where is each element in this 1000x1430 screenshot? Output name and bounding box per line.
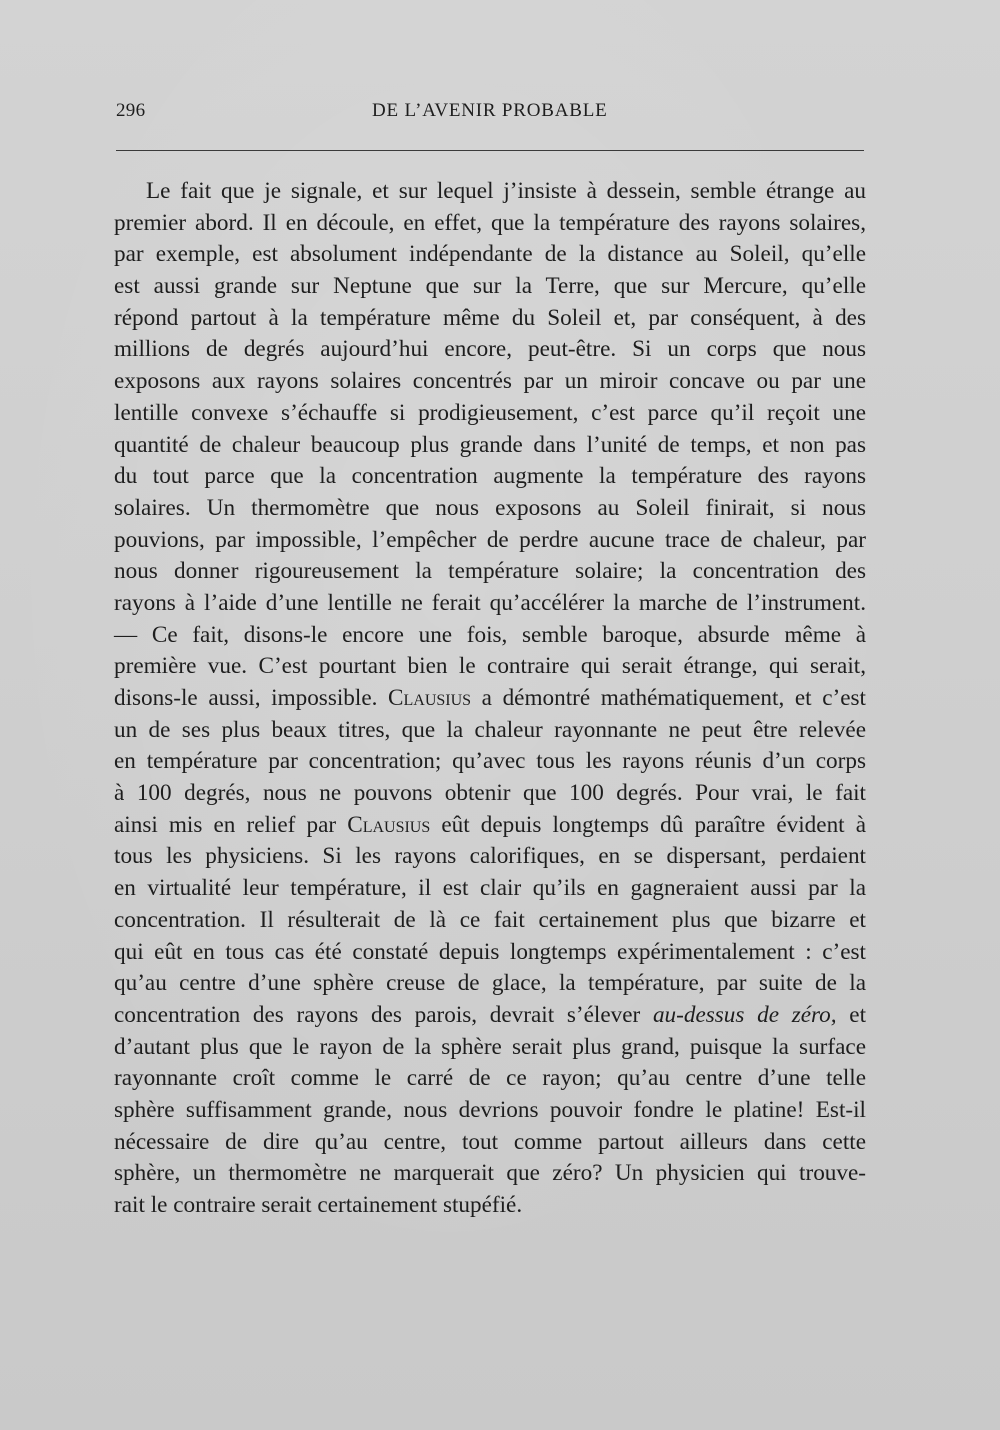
text-run: en température par concentration; qu’avec tous les rayons réunis d’un corps [114, 748, 866, 775]
text-line [114, 366, 866, 398]
text-run: ainsi mis en relief par [114, 811, 348, 838]
text-run: eût depuis longtemps dû paraître évident à [430, 811, 866, 838]
text-line [114, 651, 866, 683]
text-run: pouvions, par impossible, l’empêcher de perdre aucune trace de chaleur, par [114, 526, 866, 553]
text-line [114, 746, 866, 778]
text-run: disons-le aussi, impossible. [114, 685, 389, 711]
text-run: est aussi grande sur Neptune que sur la Terre, que sur Mercure, qu’elle [114, 273, 866, 300]
text-run: exposons aux rayons solaires concentrés par un miroir concave ou par une [114, 368, 866, 395]
running-head [116, 100, 864, 130]
text-line [114, 239, 866, 271]
text-run: qui eût en tous cas été constaté depuis longtemps expérimentalement : c’est [114, 938, 866, 965]
text-run: première vue. C’est pourtant bien le contraire qui serait étrange, qui serait, [114, 653, 866, 680]
text-run: sphère suffisamment grande, nous devrions pouvoir fondre le platine! Est-il [114, 1096, 866, 1123]
text-line [114, 968, 866, 1000]
text-line [114, 1032, 866, 1064]
text-run: qu’au centre d’une sphère creuse de glace, la température, par suite de la [114, 970, 866, 997]
text-run: à 100 degrés, nous ne pouvons obtenir que 100 degrés. Pour vrai, le fait [114, 780, 866, 807]
text-run: répond partout à la température même du Soleil et, par conséquent, à des [114, 304, 866, 331]
text-run: nous donner rigoureusement la température solaire; la concentration des [114, 558, 866, 585]
text-line [114, 873, 866, 905]
text-run: sphère, un thermomètre ne marquerait que zéro? Un physicien qui trouve- [114, 1160, 866, 1187]
text-run: — Ce fait, disons-le encore une fois, semble baroque, absurde même à [114, 621, 866, 648]
text-line [114, 398, 866, 430]
header-rule [116, 150, 864, 151]
text-line [114, 841, 866, 873]
page-number: 296 [116, 100, 146, 121]
text-line [114, 271, 866, 303]
text-line [114, 810, 866, 842]
text-line [114, 937, 866, 969]
text-line [114, 778, 866, 810]
text-line [114, 303, 866, 335]
text-run: en virtualité leur température, il est clair qu’ils en gagneraient aussi par la [114, 875, 866, 902]
text-run: quantité de chaleur beaucoup plus grande dans l’unité de temps, et non pas [114, 431, 866, 458]
text-run: et [836, 1001, 867, 1028]
text-line [114, 1063, 866, 1095]
text-line [114, 525, 866, 557]
text-run: Le fait que je signale, et sur lequel j’insiste à dessein, semble étrange au [146, 178, 866, 204]
text-line [114, 461, 866, 493]
text-line [114, 1190, 866, 1222]
text-run: lentille convexe s’échauffe si prodigieusement, c’est parce qu’il reçoit une [114, 399, 866, 426]
text-line [114, 1095, 866, 1127]
italic-phrase: au-dessus de zéro, [652, 1001, 837, 1028]
text-run: tous les physiciens. Si les rayons calorifiques, en se dispersant, perdaient [114, 843, 866, 870]
text-run: un de ses plus beaux titres, que la chaleur rayonnante ne peut être relevée [114, 716, 866, 743]
text-run: rayons à l’aide d’une lentille ne ferait qu’accélérer la marche de l’instrument. [114, 589, 866, 616]
text-line [114, 1000, 866, 1032]
author-name-clausius: Clausius [388, 685, 472, 711]
text-line [114, 208, 866, 240]
text-line [114, 683, 866, 715]
text-run: millions de degrés aujourd’hui encore, peut-être. Si un corps que nous [114, 336, 866, 363]
main-text [114, 176, 866, 1222]
text-line [114, 176, 866, 208]
text-line [114, 905, 866, 937]
text-run: solaires. Un thermomètre que nous exposons au Soleil finirait, si nous [114, 494, 866, 521]
text-line [114, 1127, 866, 1159]
text-line [114, 493, 866, 525]
text-line [114, 715, 866, 747]
text-run: concentration. Il résulterait de là ce fait certainement plus que bizarre et [114, 906, 866, 933]
text-line [114, 1158, 866, 1190]
text-run: d’autant plus que le rayon de la sphère serait plus grand, puisque la surface [114, 1033, 866, 1060]
text-line [114, 588, 866, 620]
text-run: du tout parce que la concentration augmente la température des rayons [114, 463, 866, 490]
text-run: a démontré mathématiquement, et c’est [471, 685, 866, 711]
text-run: rait le contraire serait certainement stupéfié. [114, 1192, 523, 1218]
text-run: rayonnante croît comme le carré de ce rayon; qu’au centre d’une telle [114, 1065, 866, 1092]
text-run: premier abord. Il en découle, en effet, que la température des rayons solaires, [114, 209, 866, 236]
author-name-clausius: Clausius [347, 811, 431, 838]
text-line [114, 556, 866, 588]
text-line [114, 334, 866, 366]
text-run: concentration des rayons des parois, devrait s’élever [114, 1001, 653, 1028]
text-line [114, 430, 866, 462]
text-run: par exemple, est absolument indépendante de la distance au Soleil, qu’elle [114, 241, 866, 268]
running-title: DE L’AVENIR PROBABLE [372, 100, 608, 121]
text-line [114, 620, 866, 652]
text-run: nécessaire de dire qu’au centre, tout comme partout ailleurs dans cette [114, 1128, 866, 1155]
